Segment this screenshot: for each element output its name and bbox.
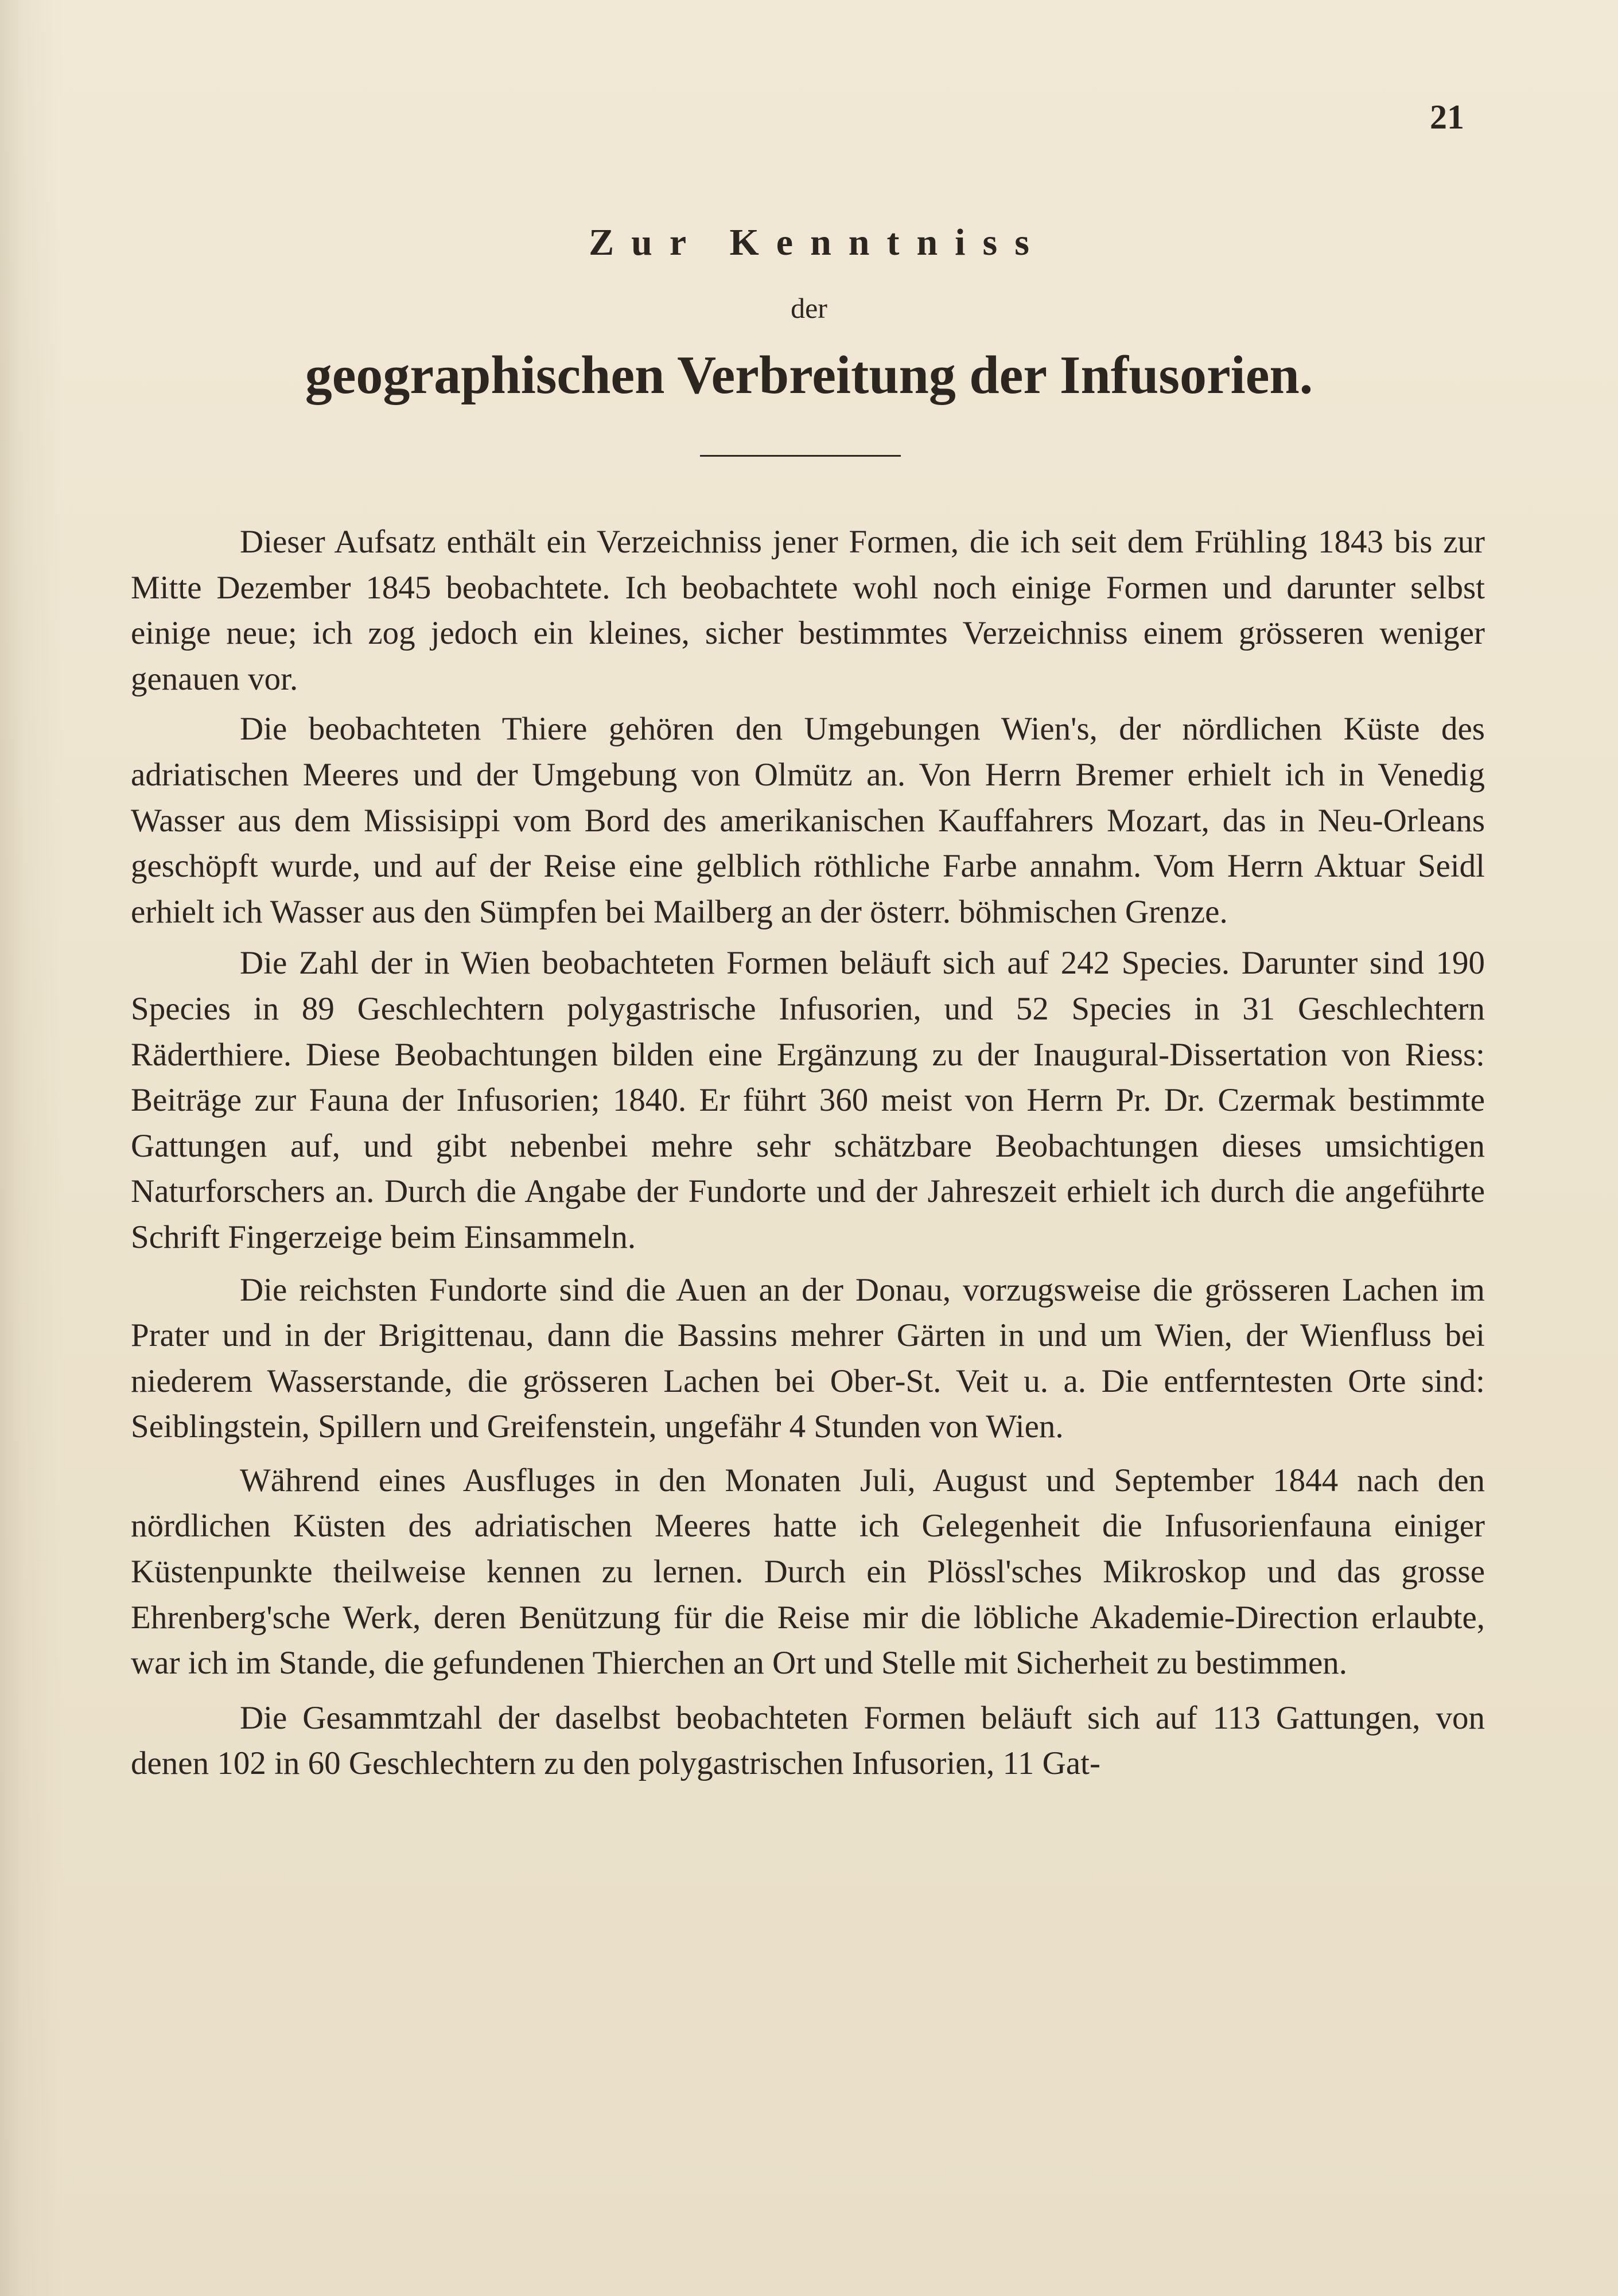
heading-line-1: Zur Kenntniss bbox=[589, 221, 1047, 263]
title-divider bbox=[700, 455, 901, 457]
paragraph: Dieser Aufsatz enthält ein Verzeichniss jener Formen, die ich seit dem Frühling 1843 bis zur Mitte Dezember 1845 beobachtete. Ich beobachtete wohl noch einige Formen und darunter selbst einige neue; ich zog jedoch ein kleines, sicher bestimmtes Verzeichniss einem grösseren weniger genauen vor. bbox=[131, 524, 1485, 697]
article-body bbox=[131, 519, 1485, 1787]
heading-line-2: der bbox=[791, 292, 827, 324]
heading-main-title: geographischen Verbreitung der Infusorien. bbox=[305, 345, 1313, 405]
paragraph: Die reichsten Fundorte sind die Auen an der Donau, vorzugsweise die grösseren Lachen im Prater und in der Brigittenau, dann die Bassins mehrer Gärten in und um Wien, der Wienfluss bei niederem Wasserstande, die grösseren Lachen bei Ober-St. Veit u. a. Die entferntesten Orte sind: Seiblingstein, Spillern und Greifenstein, ungefähr 4 Stunden von Wien. bbox=[131, 1271, 1485, 1445]
page-number: 21 bbox=[1430, 98, 1464, 136]
paragraph: Die beobachteten Thiere gehören den Umgebungen Wien's, der nördlichen Küste des adriatischen Meeres und der Umgebung von Olmütz an. Von Herrn Bremer erhielt ich in Venedig Wasser aus dem Missisippi vom Bord des amerikanischen Kauffahrers Mozart, das in Neu-Orleans geschöpft wurde, und auf der Reise eine gelblich röthliche Farbe annahm. Vom Herrn Aktuar Seidl erhielt ich Wasser aus den Sümpfen bei Mailberg an der österr. böhmischen Grenze. bbox=[131, 711, 1485, 930]
paragraph: Die Zahl der in Wien beobachteten Formen beläuft sich auf 242 Species. Darunter sind 190 Species in 89 Geschlechtern polygastrische Infusorien, und 52 Species in 31 Geschlechtern Räderthiere. Diese Beobachtungen bilden eine Ergänzung zu der Inaugural-Dissertation von Riess: Beiträge zur Fauna der Infusorien; 1840. Er führt 360 meist von Herrn Pr. Dr. Czermak bestimmte Gattungen auf, und gibt nebenbei mehre sehr schätzbare Beobachtungen dieses umsichtigen Naturforschers an. Durch die Angabe der Fundorte und der Jahreszeit erhielt ich durch die angeführte Schrift Fingerzeige beim Einsammeln. bbox=[131, 945, 1485, 1255]
paragraph: Die Gesammtzahl der daselbst beobachteten Formen beläuft sich auf 113 Gattungen, von denen 102 in 60 Geschlechtern zu den polygastrischen Infusorien, 11 Gat- bbox=[131, 1699, 1485, 1782]
paragraph: Während eines Ausfluges in den Monaten Juli, August und September 1844 nach den nördlichen Küsten des adriatischen Meeres hatte ich Gelegenheit die Infusorienfauna einiger Küstenpunkte theilweise kennen zu lernen. Durch ein Plössl'sches Mikroskop und das grosse Ehrenberg'sche Werk, deren Benützung für die Reise mir die löbliche Akademie-Direction erlaubte, war ich im Stande, die gefundenen Thierchen an Ort und Stelle mit Sicherheit zu bestimmen. bbox=[131, 1462, 1485, 1682]
